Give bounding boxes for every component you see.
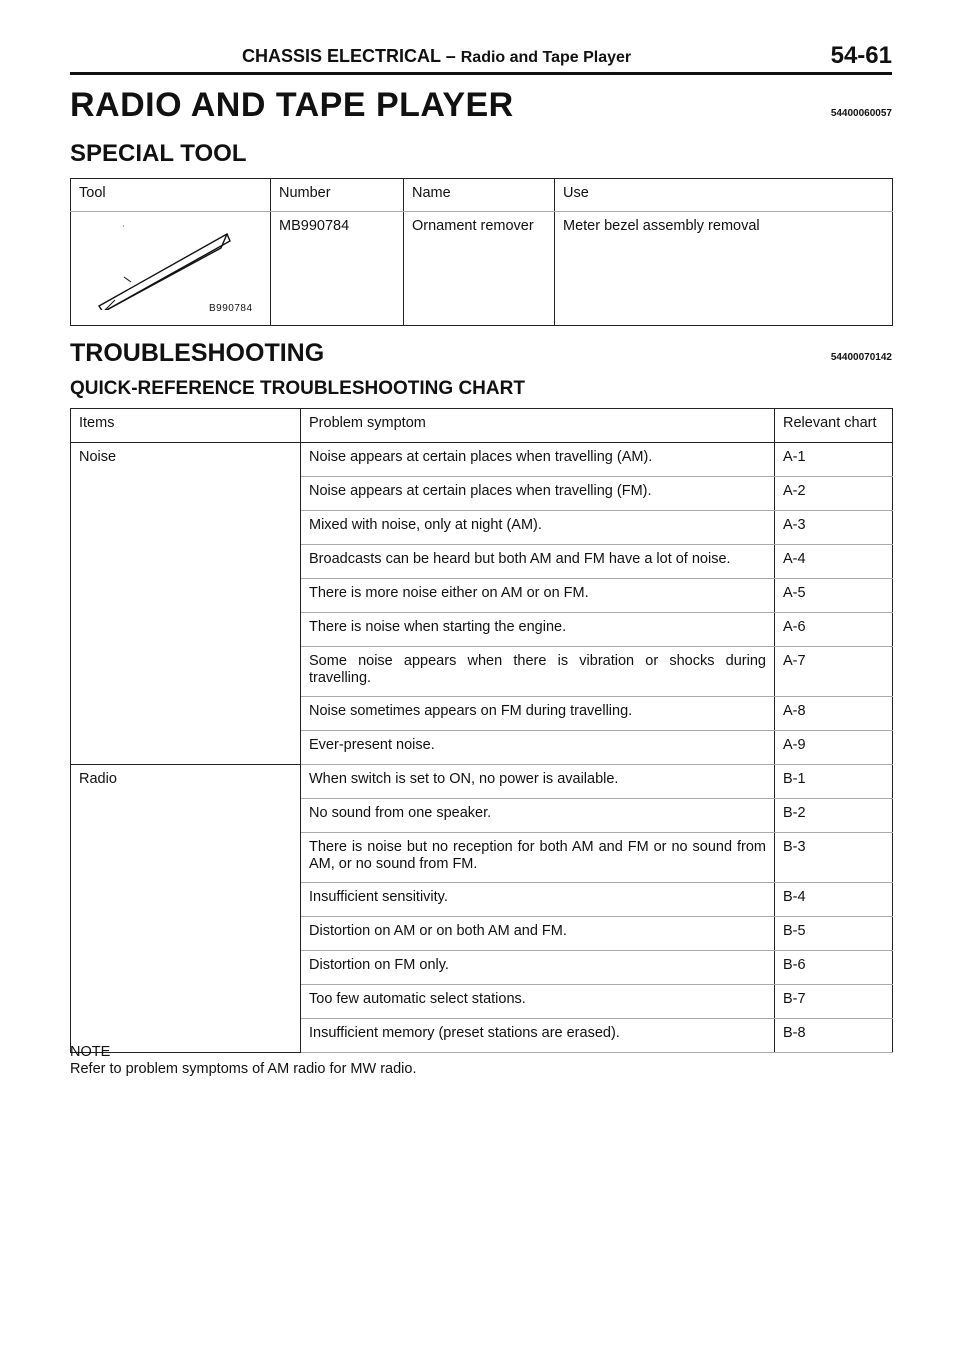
tool-name: Ornament remover (404, 212, 555, 326)
tool-use: Meter bezel assembly removal (555, 212, 893, 326)
table-row (71, 443, 893, 477)
subsection-name: Radio and Tape Player (460, 49, 632, 66)
relevant-chart-cell: A-9 (775, 731, 893, 765)
relevant-chart-cell: B-1 (775, 765, 893, 799)
running-header (70, 42, 892, 75)
column-header: Name (404, 179, 555, 212)
special-tool-header-row (71, 179, 893, 212)
problem-symptom-cell: There is more noise either on AM or on FM. (301, 579, 775, 613)
troubleshooting-code: 54400070142 (830, 352, 892, 363)
column-header: Number (271, 179, 404, 212)
problem-symptom-cell: Too few automatic select stations. (301, 985, 775, 1019)
tool-image-cell (71, 212, 271, 326)
column-header: Items (71, 409, 301, 443)
chart-heading: QUICK-REFERENCE TROUBLESHOOTING CHART (70, 378, 525, 399)
problem-symptom-cell: Mixed with noise, only at night (AM). (301, 511, 775, 545)
relevant-chart-cell: A-6 (775, 613, 893, 647)
page-title: RADIO AND TAPE PLAYER (70, 86, 514, 124)
problem-symptom-cell: Ever-present noise. (301, 731, 775, 765)
relevant-chart-cell: B-7 (775, 985, 893, 1019)
ornament-remover-illustration (93, 220, 243, 310)
tool-number: MB990784 (271, 212, 404, 326)
problem-symptom-cell: Distortion on AM or on both AM and FM. (301, 917, 775, 951)
relevant-chart-cell: B-4 (775, 883, 893, 917)
relevant-chart-cell: A-3 (775, 511, 893, 545)
relevant-chart-cell: B-5 (775, 917, 893, 951)
relevant-chart-cell: A-1 (775, 443, 893, 477)
section-name: CHASSIS ELECTRICAL (242, 46, 441, 66)
problem-symptom-cell: Noise appears at certain places when travelling (AM). (301, 443, 775, 477)
problem-symptom-cell: When switch is set to ON, no power is available. (301, 765, 775, 799)
tool-image-label: B990784 (209, 303, 253, 314)
running-header-title (242, 46, 631, 67)
relevant-chart-cell: A-8 (775, 697, 893, 731)
relevant-chart-cell: B-3 (775, 833, 893, 883)
problem-symptom-cell: No sound from one speaker. (301, 799, 775, 833)
problem-symptom-cell: There is noise but no reception for both AM and FM or no sound from AM, or no sound from FM. (301, 833, 775, 883)
item-cell: Radio (71, 765, 301, 1053)
troubleshooting-chart-table (70, 408, 893, 1053)
relevant-chart-cell: B-2 (775, 799, 893, 833)
problem-symptom-cell: Noise appears at certain places when travelling (FM). (301, 477, 775, 511)
chart-header-row (71, 409, 893, 443)
problem-symptom-cell: There is noise when starting the engine. (301, 613, 775, 647)
relevant-chart-cell: B-8 (775, 1019, 893, 1053)
special-tool-row (71, 212, 893, 326)
column-header: Use (555, 179, 893, 212)
page-title-code: 54400060057 (830, 108, 892, 119)
special-tool-heading: SPECIAL TOOL (70, 140, 247, 167)
header-separator: – (445, 46, 456, 66)
table-row (71, 765, 893, 799)
problem-symptom-cell: Broadcasts can be heard but both AM and FM have a lot of noise. (301, 545, 775, 579)
column-header: Problem symptom (301, 409, 775, 443)
relevant-chart-cell: A-5 (775, 579, 893, 613)
relevant-chart-cell: A-2 (775, 477, 893, 511)
special-tool-table (70, 178, 893, 326)
note (70, 1044, 417, 1078)
page-number: 54-61 (830, 42, 892, 69)
problem-symptom-cell: Some noise appears when there is vibration or shocks during travelling. (301, 647, 775, 697)
problem-symptom-cell: Noise sometimes appears on FM during travelling. (301, 697, 775, 731)
relevant-chart-cell: A-4 (775, 545, 893, 579)
column-header: Tool (71, 179, 271, 212)
note-text: Refer to problem symptoms of AM radio for MW radio. (70, 1061, 417, 1077)
problem-symptom-cell: Distortion on FM only. (301, 951, 775, 985)
problem-symptom-cell: Insufficient sensitivity. (301, 883, 775, 917)
troubleshooting-heading: TROUBLESHOOTING (70, 339, 325, 367)
item-cell: Noise (71, 443, 301, 765)
problem-symptom-cell: Insufficient memory (preset stations are erased). (301, 1019, 775, 1053)
relevant-chart-cell: A-7 (775, 647, 893, 697)
note-label: NOTE (70, 1044, 111, 1060)
relevant-chart-cell: B-6 (775, 951, 893, 985)
column-header: Relevant chart (775, 409, 893, 443)
